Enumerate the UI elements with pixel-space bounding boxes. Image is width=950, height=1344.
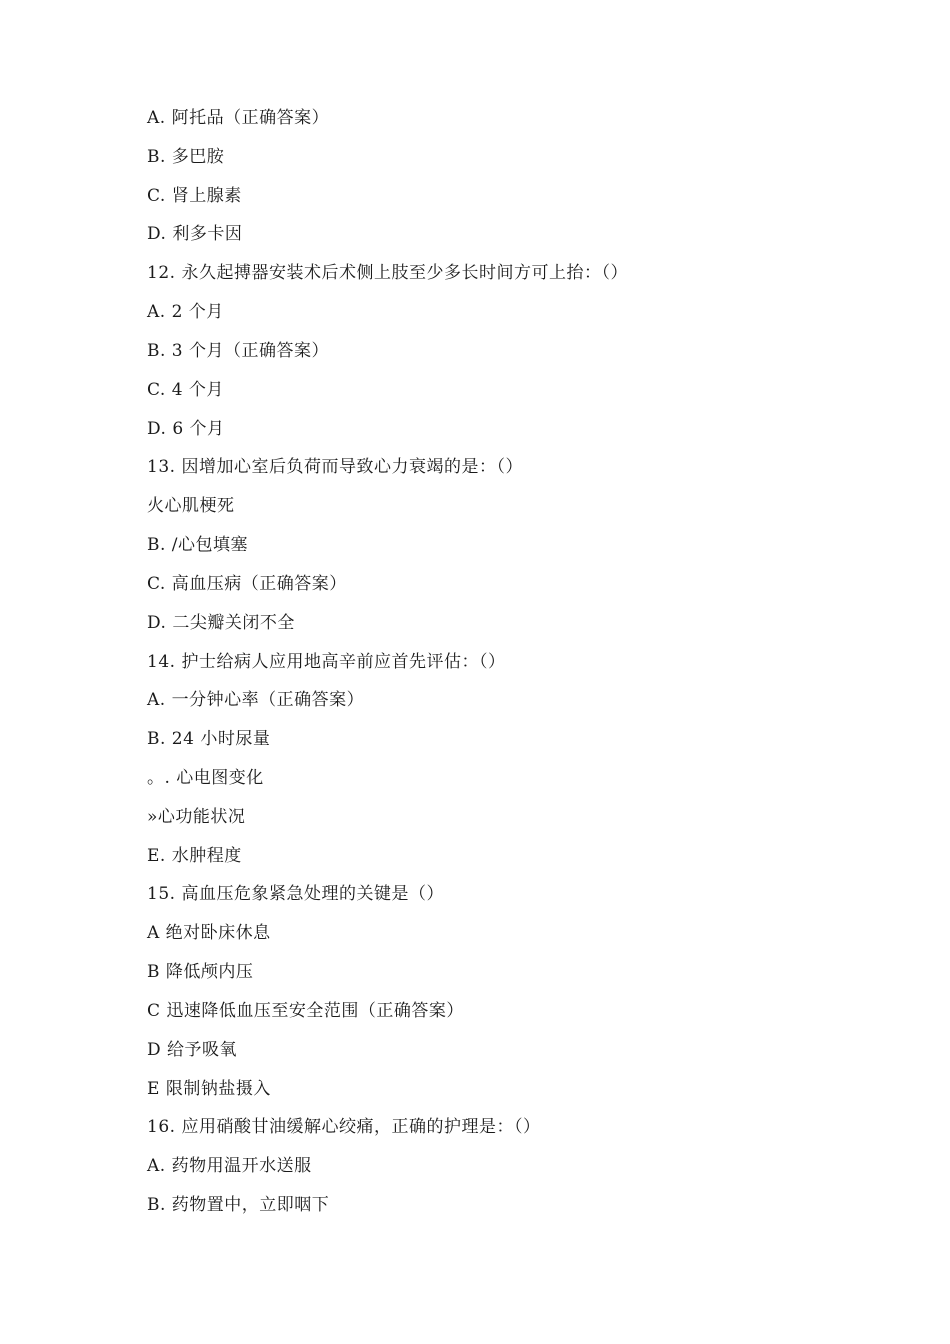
question-line: 16. 应用硝酸甘油缓解心绞痛，正确的护理是：（） xyxy=(147,1117,541,1137)
option-line: E 限制钠盐摄入 xyxy=(147,1079,271,1099)
option-line: 火心肌梗死 xyxy=(147,496,235,516)
question-line: 14. 护士给病人应用地高辛前应首先评估：（） xyxy=(147,652,506,672)
option-line: B. 药物置中，立即咽下 xyxy=(147,1195,330,1215)
option-line: A. 阿托品（正确答案） xyxy=(147,108,330,128)
option-line: A. 2 个月 xyxy=(147,302,224,322)
option-line: A 绝对卧床休息 xyxy=(147,923,271,943)
question-line: 13. 因增加心室后负荷而导致心力衰竭的是：（） xyxy=(147,457,523,477)
option-line: D. 二尖瓣关闭不全 xyxy=(147,613,295,633)
option-line: B. 24 小时尿量 xyxy=(147,729,271,749)
option-line: D. 利多卡因 xyxy=(147,224,243,244)
option-line: C. 肾上腺素 xyxy=(147,186,242,206)
option-line: A. 一分钟心率（正确答案） xyxy=(147,690,365,710)
option-line: A. 药物用温开水送服 xyxy=(147,1156,312,1176)
option-line: »心功能状况 xyxy=(147,807,246,827)
option-line: B. /心包填塞 xyxy=(147,535,249,555)
option-line: E. 水肿程度 xyxy=(147,846,242,866)
option-line: C. 高血压病（正确答案） xyxy=(147,574,347,594)
option-line: C. 4 个月 xyxy=(147,380,224,400)
option-line: B. 多巴胺 xyxy=(147,147,225,167)
question-line: 15. 高血压危象紧急处理的关键是（） xyxy=(147,884,444,904)
option-line: 。. 心电图变化 xyxy=(147,768,264,788)
option-line: D 给予吸氧 xyxy=(147,1040,238,1060)
option-line: B. 3 个月（正确答案） xyxy=(147,341,330,361)
option-line: B 降低颅内压 xyxy=(147,962,254,982)
option-line: D. 6 个月 xyxy=(147,419,225,439)
option-line: C 迅速降低血压至安全范围（正确答案） xyxy=(147,1001,464,1021)
question-line: 12. 永久起搏器安装术后术侧上肢至少多长时间方可上抬：（） xyxy=(147,263,628,283)
